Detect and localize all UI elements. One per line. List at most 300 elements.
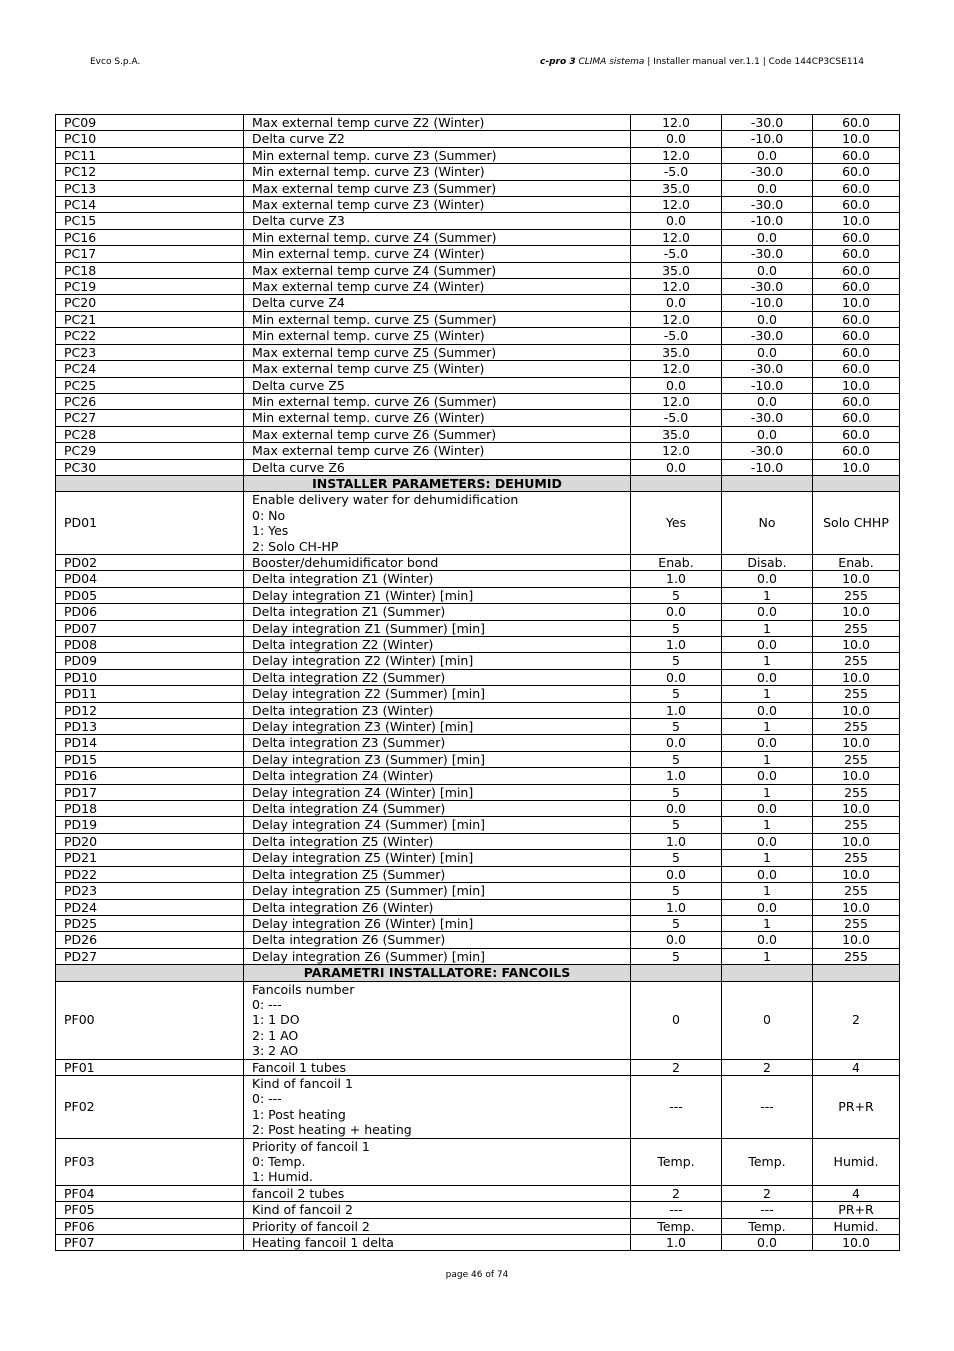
- table-row: [56, 459, 900, 475]
- param-code: PD13: [56, 719, 244, 735]
- param-min: 0.0: [722, 180, 813, 196]
- param-description: Max external temp curve Z3 (Winter): [244, 197, 631, 213]
- param-max: 4: [813, 1185, 900, 1201]
- param-code: PC15: [56, 213, 244, 229]
- param-description: Min external temp. curve Z3 (Winter): [244, 164, 631, 180]
- param-min: 0.0: [722, 637, 813, 653]
- param-default: 12.0: [631, 279, 722, 295]
- param-default: 5: [631, 620, 722, 636]
- table-row: [56, 669, 900, 685]
- param-max: 2: [813, 981, 900, 1059]
- param-code: PF01: [56, 1059, 244, 1075]
- parameters-table: [55, 114, 900, 1251]
- param-min: 1: [722, 620, 813, 636]
- table-row: [56, 246, 900, 262]
- param-min: ---: [722, 1075, 813, 1138]
- param-min: 1: [722, 719, 813, 735]
- param-code: PD20: [56, 833, 244, 849]
- table-row: [56, 213, 900, 229]
- table-row: [56, 492, 900, 555]
- param-description: Delta curve Z5: [244, 377, 631, 393]
- param-description: Delay integration Z3 (Summer) [min]: [244, 751, 631, 767]
- param-description: [244, 492, 631, 555]
- param-default: -5.0: [631, 164, 722, 180]
- section-empty-cell: [722, 475, 813, 491]
- param-code: PC23: [56, 344, 244, 360]
- table-row: [56, 735, 900, 751]
- section-empty-cell: [813, 475, 900, 491]
- param-max: Humid.: [813, 1138, 900, 1185]
- table-row: [56, 866, 900, 882]
- param-max: 60.0: [813, 262, 900, 278]
- param-description: Delta curve Z3: [244, 213, 631, 229]
- param-description: Heating fancoil 1 delta: [244, 1235, 631, 1251]
- param-default: 12.0: [631, 229, 722, 245]
- param-max: 10.0: [813, 604, 900, 620]
- param-max: 255: [813, 948, 900, 964]
- table-row: [56, 801, 900, 817]
- param-code: PD08: [56, 637, 244, 653]
- table-row: [56, 164, 900, 180]
- param-description: Max external temp curve Z5 (Summer): [244, 344, 631, 360]
- param-description: Delta integration Z2 (Winter): [244, 637, 631, 653]
- param-code: PD17: [56, 784, 244, 800]
- param-min: 0.0: [722, 571, 813, 587]
- param-min: 1: [722, 784, 813, 800]
- param-description: Delay integration Z2 (Winter) [min]: [244, 653, 631, 669]
- param-min: 1: [722, 948, 813, 964]
- param-max: 255: [813, 751, 900, 767]
- param-description: Max external temp curve Z6 (Summer): [244, 426, 631, 442]
- param-code: PF03: [56, 1138, 244, 1185]
- param-description: Booster/dehumidificator bond: [244, 554, 631, 570]
- param-description: Fancoil 1 tubes: [244, 1059, 631, 1075]
- table-row: [56, 295, 900, 311]
- param-code: PD24: [56, 899, 244, 915]
- param-min: 1: [722, 686, 813, 702]
- param-code: PF04: [56, 1185, 244, 1201]
- param-description: fancoil 2 tubes: [244, 1185, 631, 1201]
- param-max: 10.0: [813, 669, 900, 685]
- param-description: [244, 981, 631, 1059]
- param-description: Delta integration Z3 (Summer): [244, 735, 631, 751]
- param-default: 5: [631, 948, 722, 964]
- param-min: Disab.: [722, 554, 813, 570]
- param-min: 0.0: [722, 604, 813, 620]
- param-max: 60.0: [813, 361, 900, 377]
- param-default: 5: [631, 850, 722, 866]
- table-row: [56, 719, 900, 735]
- param-code: PD10: [56, 669, 244, 685]
- param-min: Temp.: [722, 1138, 813, 1185]
- param-max: 255: [813, 653, 900, 669]
- param-code: PC29: [56, 443, 244, 459]
- param-description: Delay integration Z5 (Winter) [min]: [244, 850, 631, 866]
- param-code: PC16: [56, 229, 244, 245]
- param-description: Max external temp curve Z4 (Winter): [244, 279, 631, 295]
- table-row: [56, 571, 900, 587]
- param-default: 1.0: [631, 1235, 722, 1251]
- section-empty-cell: [631, 475, 722, 491]
- param-code: PC10: [56, 131, 244, 147]
- param-max: 60.0: [813, 246, 900, 262]
- param-default: -5.0: [631, 246, 722, 262]
- param-max: 255: [813, 784, 900, 800]
- param-description: Max external temp curve Z2 (Winter): [244, 115, 631, 131]
- param-max: 60.0: [813, 180, 900, 196]
- param-code: PF00: [56, 981, 244, 1059]
- param-default: ---: [631, 1075, 722, 1138]
- param-description: Delta integration Z6 (Summer): [244, 932, 631, 948]
- param-default: 0.0: [631, 295, 722, 311]
- param-default: -5.0: [631, 328, 722, 344]
- table-row: [56, 768, 900, 784]
- param-default: Enab.: [631, 554, 722, 570]
- param-max: 10.0: [813, 932, 900, 948]
- param-default: 5: [631, 686, 722, 702]
- table-row: [56, 262, 900, 278]
- param-max: 60.0: [813, 426, 900, 442]
- param-default: 5: [631, 817, 722, 833]
- description-line: Fancoils number: [252, 981, 355, 997]
- param-default: 1.0: [631, 768, 722, 784]
- table-row: [56, 915, 900, 931]
- param-description: Delta curve Z2: [244, 131, 631, 147]
- table-row: [56, 1218, 900, 1234]
- table-row: [56, 131, 900, 147]
- param-max: 255: [813, 719, 900, 735]
- param-default: 5: [631, 784, 722, 800]
- description-line: 2: Solo CH-HP: [252, 538, 339, 554]
- param-description: Delta integration Z4 (Winter): [244, 768, 631, 784]
- description-line: Priority of fancoil 1: [252, 1138, 370, 1154]
- param-code: PD27: [56, 948, 244, 964]
- param-description: Priority of fancoil 2: [244, 1218, 631, 1234]
- table-row: [56, 328, 900, 344]
- param-description: Min external temp. curve Z6 (Winter): [244, 410, 631, 426]
- param-max: 60.0: [813, 311, 900, 327]
- description-line: 0: Temp.: [252, 1154, 306, 1169]
- param-min: -30.0: [722, 197, 813, 213]
- param-default: 35.0: [631, 426, 722, 442]
- param-default: 1.0: [631, 702, 722, 718]
- param-code: PD12: [56, 702, 244, 718]
- param-description: Delta integration Z1 (Winter): [244, 571, 631, 587]
- param-default: 0.0: [631, 932, 722, 948]
- param-min: 0.0: [722, 702, 813, 718]
- param-code: PC30: [56, 459, 244, 475]
- param-default: 0.0: [631, 604, 722, 620]
- description-line: 1: 1 DO: [252, 1012, 300, 1028]
- param-default: 0.0: [631, 669, 722, 685]
- table-row: [56, 620, 900, 636]
- param-default: 5: [631, 751, 722, 767]
- param-min: 0.0: [722, 262, 813, 278]
- table-row: [56, 1075, 900, 1138]
- param-default: 35.0: [631, 262, 722, 278]
- param-default: 12.0: [631, 361, 722, 377]
- param-default: 5: [631, 883, 722, 899]
- description-line: 1: Humid.: [252, 1169, 314, 1185]
- param-description: Delay integration Z4 (Summer) [min]: [244, 817, 631, 833]
- param-min: 1: [722, 751, 813, 767]
- param-description: Delta integration Z2 (Summer): [244, 669, 631, 685]
- param-min: 0.0: [722, 344, 813, 360]
- param-code: PC28: [56, 426, 244, 442]
- param-min: 0.0: [722, 147, 813, 163]
- table-row: [56, 817, 900, 833]
- param-code: PC24: [56, 361, 244, 377]
- param-code: PC26: [56, 393, 244, 409]
- param-code: PC09: [56, 115, 244, 131]
- param-default: 0.0: [631, 801, 722, 817]
- param-min: Temp.: [722, 1218, 813, 1234]
- param-default: 0.0: [631, 866, 722, 882]
- table-row: [56, 443, 900, 459]
- param-code: PD25: [56, 915, 244, 931]
- description-line: Enable delivery water for dehumidification: [252, 492, 519, 508]
- param-max: 255: [813, 817, 900, 833]
- param-max: PR+R: [813, 1075, 900, 1138]
- param-code: PD18: [56, 801, 244, 817]
- param-max: 10.0: [813, 1235, 900, 1251]
- param-description: Delta integration Z6 (Winter): [244, 899, 631, 915]
- param-description: Delay integration Z6 (Winter) [min]: [244, 915, 631, 931]
- section-header-row: [56, 475, 900, 491]
- param-default: 12.0: [631, 115, 722, 131]
- param-min: 0.0: [722, 669, 813, 685]
- param-max: Humid.: [813, 1218, 900, 1234]
- param-description: Delay integration Z6 (Summer) [min]: [244, 948, 631, 964]
- param-code: PD06: [56, 604, 244, 620]
- param-min: 0.0: [722, 866, 813, 882]
- table-row: [56, 899, 900, 915]
- param-code: PC17: [56, 246, 244, 262]
- param-min: 1: [722, 817, 813, 833]
- table-row: [56, 377, 900, 393]
- table-row: [56, 1059, 900, 1075]
- table-row: [56, 751, 900, 767]
- table-row: [56, 361, 900, 377]
- param-default: 5: [631, 719, 722, 735]
- table-row: [56, 115, 900, 131]
- param-max: 4: [813, 1059, 900, 1075]
- param-description: Max external temp curve Z6 (Winter): [244, 443, 631, 459]
- param-max: 255: [813, 587, 900, 603]
- param-code: PD26: [56, 932, 244, 948]
- manual-info: | Installer manual ver.1.1 | Code 144CP3CSE114: [647, 57, 864, 67]
- description-line: 0: ---: [252, 1091, 282, 1107]
- param-min: -10.0: [722, 213, 813, 229]
- param-code: PD14: [56, 735, 244, 751]
- param-min: 0.0: [722, 801, 813, 817]
- param-code: PC20: [56, 295, 244, 311]
- table-row: [56, 686, 900, 702]
- table-row: [56, 850, 900, 866]
- param-code: PD09: [56, 653, 244, 669]
- table-row: [56, 229, 900, 245]
- param-default: 1.0: [631, 637, 722, 653]
- param-code: PF02: [56, 1075, 244, 1138]
- param-description: Min external temp. curve Z6 (Summer): [244, 393, 631, 409]
- table-row: [56, 932, 900, 948]
- table-row: [56, 197, 900, 213]
- param-code: PF06: [56, 1218, 244, 1234]
- param-min: 1: [722, 883, 813, 899]
- param-default: -5.0: [631, 410, 722, 426]
- param-description: Max external temp curve Z4 (Summer): [244, 262, 631, 278]
- table-row: [56, 981, 900, 1059]
- section-empty-cell: [722, 965, 813, 981]
- param-description: Max external temp curve Z5 (Winter): [244, 361, 631, 377]
- description-line: 2: 1 AO: [252, 1027, 299, 1043]
- param-max: 10.0: [813, 833, 900, 849]
- param-min: 0.0: [722, 833, 813, 849]
- param-code: PC21: [56, 311, 244, 327]
- param-default: 1.0: [631, 833, 722, 849]
- param-min: -30.0: [722, 328, 813, 344]
- param-min: 1: [722, 587, 813, 603]
- param-max: 10.0: [813, 735, 900, 751]
- param-min: -30.0: [722, 361, 813, 377]
- param-default: Temp.: [631, 1138, 722, 1185]
- param-description: Delay integration Z1 (Winter) [min]: [244, 587, 631, 603]
- param-max: 10.0: [813, 899, 900, 915]
- table-row: [56, 1138, 900, 1185]
- param-description: [244, 1075, 631, 1138]
- param-description: Delta integration Z4 (Summer): [244, 801, 631, 817]
- param-code: PD05: [56, 587, 244, 603]
- param-min: -30.0: [722, 279, 813, 295]
- param-default: 0.0: [631, 377, 722, 393]
- param-max: 60.0: [813, 197, 900, 213]
- table-row: [56, 587, 900, 603]
- table-row: [56, 147, 900, 163]
- param-code: PC13: [56, 180, 244, 196]
- section-code-cell: [56, 475, 244, 491]
- param-code: PD23: [56, 883, 244, 899]
- param-min: 2: [722, 1059, 813, 1075]
- table-row: [56, 344, 900, 360]
- document-header: [540, 57, 864, 67]
- param-max: 10.0: [813, 377, 900, 393]
- table-row: [56, 883, 900, 899]
- table-row: [56, 180, 900, 196]
- param-default: 5: [631, 587, 722, 603]
- description-line: 1: Post heating: [252, 1106, 346, 1122]
- description-line: 3: 2 AO: [252, 1043, 299, 1059]
- param-max: 60.0: [813, 229, 900, 245]
- param-min: 0.0: [722, 229, 813, 245]
- param-default: 12.0: [631, 311, 722, 327]
- param-max: 10.0: [813, 768, 900, 784]
- description-line: Kind of fancoil 1: [252, 1075, 353, 1091]
- param-min: -30.0: [722, 246, 813, 262]
- param-code: PF05: [56, 1202, 244, 1218]
- description-line: 0: No: [252, 507, 286, 523]
- param-max: 10.0: [813, 866, 900, 882]
- param-description: Min external temp. curve Z5 (Summer): [244, 311, 631, 327]
- table-row: [56, 833, 900, 849]
- param-default: ---: [631, 1202, 722, 1218]
- param-code: PC25: [56, 377, 244, 393]
- param-max: 255: [813, 620, 900, 636]
- param-code: PC27: [56, 410, 244, 426]
- param-default: 12.0: [631, 197, 722, 213]
- table-row: [56, 393, 900, 409]
- param-description: Delta integration Z5 (Summer): [244, 866, 631, 882]
- param-description: Delay integration Z3 (Winter) [min]: [244, 719, 631, 735]
- param-code: PD16: [56, 768, 244, 784]
- param-default: 2: [631, 1059, 722, 1075]
- param-min: -30.0: [722, 443, 813, 459]
- table-row: [56, 311, 900, 327]
- param-code: PC22: [56, 328, 244, 344]
- param-min: 0.0: [722, 899, 813, 915]
- section-empty-cell: [631, 965, 722, 981]
- company-name: Evco S.p.A.: [90, 57, 141, 67]
- param-min: 1: [722, 850, 813, 866]
- param-min: 0.0: [722, 311, 813, 327]
- table-row: [56, 604, 900, 620]
- param-description: Min external temp. curve Z4 (Winter): [244, 246, 631, 262]
- param-min: 0.0: [722, 1235, 813, 1251]
- param-description: Delay integration Z5 (Summer) [min]: [244, 883, 631, 899]
- param-description: Min external temp. curve Z4 (Summer): [244, 229, 631, 245]
- param-max: 10.0: [813, 637, 900, 653]
- param-default: 5: [631, 653, 722, 669]
- param-min: 0.0: [722, 426, 813, 442]
- table-row: [56, 1202, 900, 1218]
- param-description: Min external temp. curve Z5 (Winter): [244, 328, 631, 344]
- param-default: Temp.: [631, 1218, 722, 1234]
- param-description: Delay integration Z1 (Summer) [min]: [244, 620, 631, 636]
- param-min: -10.0: [722, 377, 813, 393]
- param-description: Delta integration Z5 (Winter): [244, 833, 631, 849]
- section-title: PARAMETRI INSTALLATORE: FANCOILS: [244, 965, 631, 981]
- section-title: INSTALLER PARAMETERS: DEHUMID: [244, 475, 631, 491]
- param-max: 10.0: [813, 459, 900, 475]
- param-max: Enab.: [813, 554, 900, 570]
- param-code: PC18: [56, 262, 244, 278]
- param-default: 2: [631, 1185, 722, 1201]
- param-description: Max external temp curve Z3 (Summer): [244, 180, 631, 196]
- product-subtitle: CLIMA sistema: [578, 57, 645, 67]
- description-line: 1: Yes: [252, 523, 289, 539]
- page-number: page 46 of 74: [445, 1270, 509, 1280]
- param-max: 10.0: [813, 295, 900, 311]
- param-code: PD04: [56, 571, 244, 587]
- param-min: -30.0: [722, 164, 813, 180]
- param-default: 1.0: [631, 899, 722, 915]
- table-row: [56, 653, 900, 669]
- param-max: 255: [813, 686, 900, 702]
- param-code: PD11: [56, 686, 244, 702]
- param-description: [244, 1138, 631, 1185]
- param-min: -30.0: [722, 410, 813, 426]
- param-max: 10.0: [813, 571, 900, 587]
- param-min: 1: [722, 915, 813, 931]
- param-min: 0: [722, 981, 813, 1059]
- param-description: Delta curve Z6: [244, 459, 631, 475]
- param-code: PD22: [56, 866, 244, 882]
- param-max: 10.0: [813, 801, 900, 817]
- description-line: 0: ---: [252, 996, 282, 1012]
- param-description: Delta integration Z3 (Winter): [244, 702, 631, 718]
- param-min: No: [722, 492, 813, 555]
- param-min: 1: [722, 653, 813, 669]
- param-max: 255: [813, 915, 900, 931]
